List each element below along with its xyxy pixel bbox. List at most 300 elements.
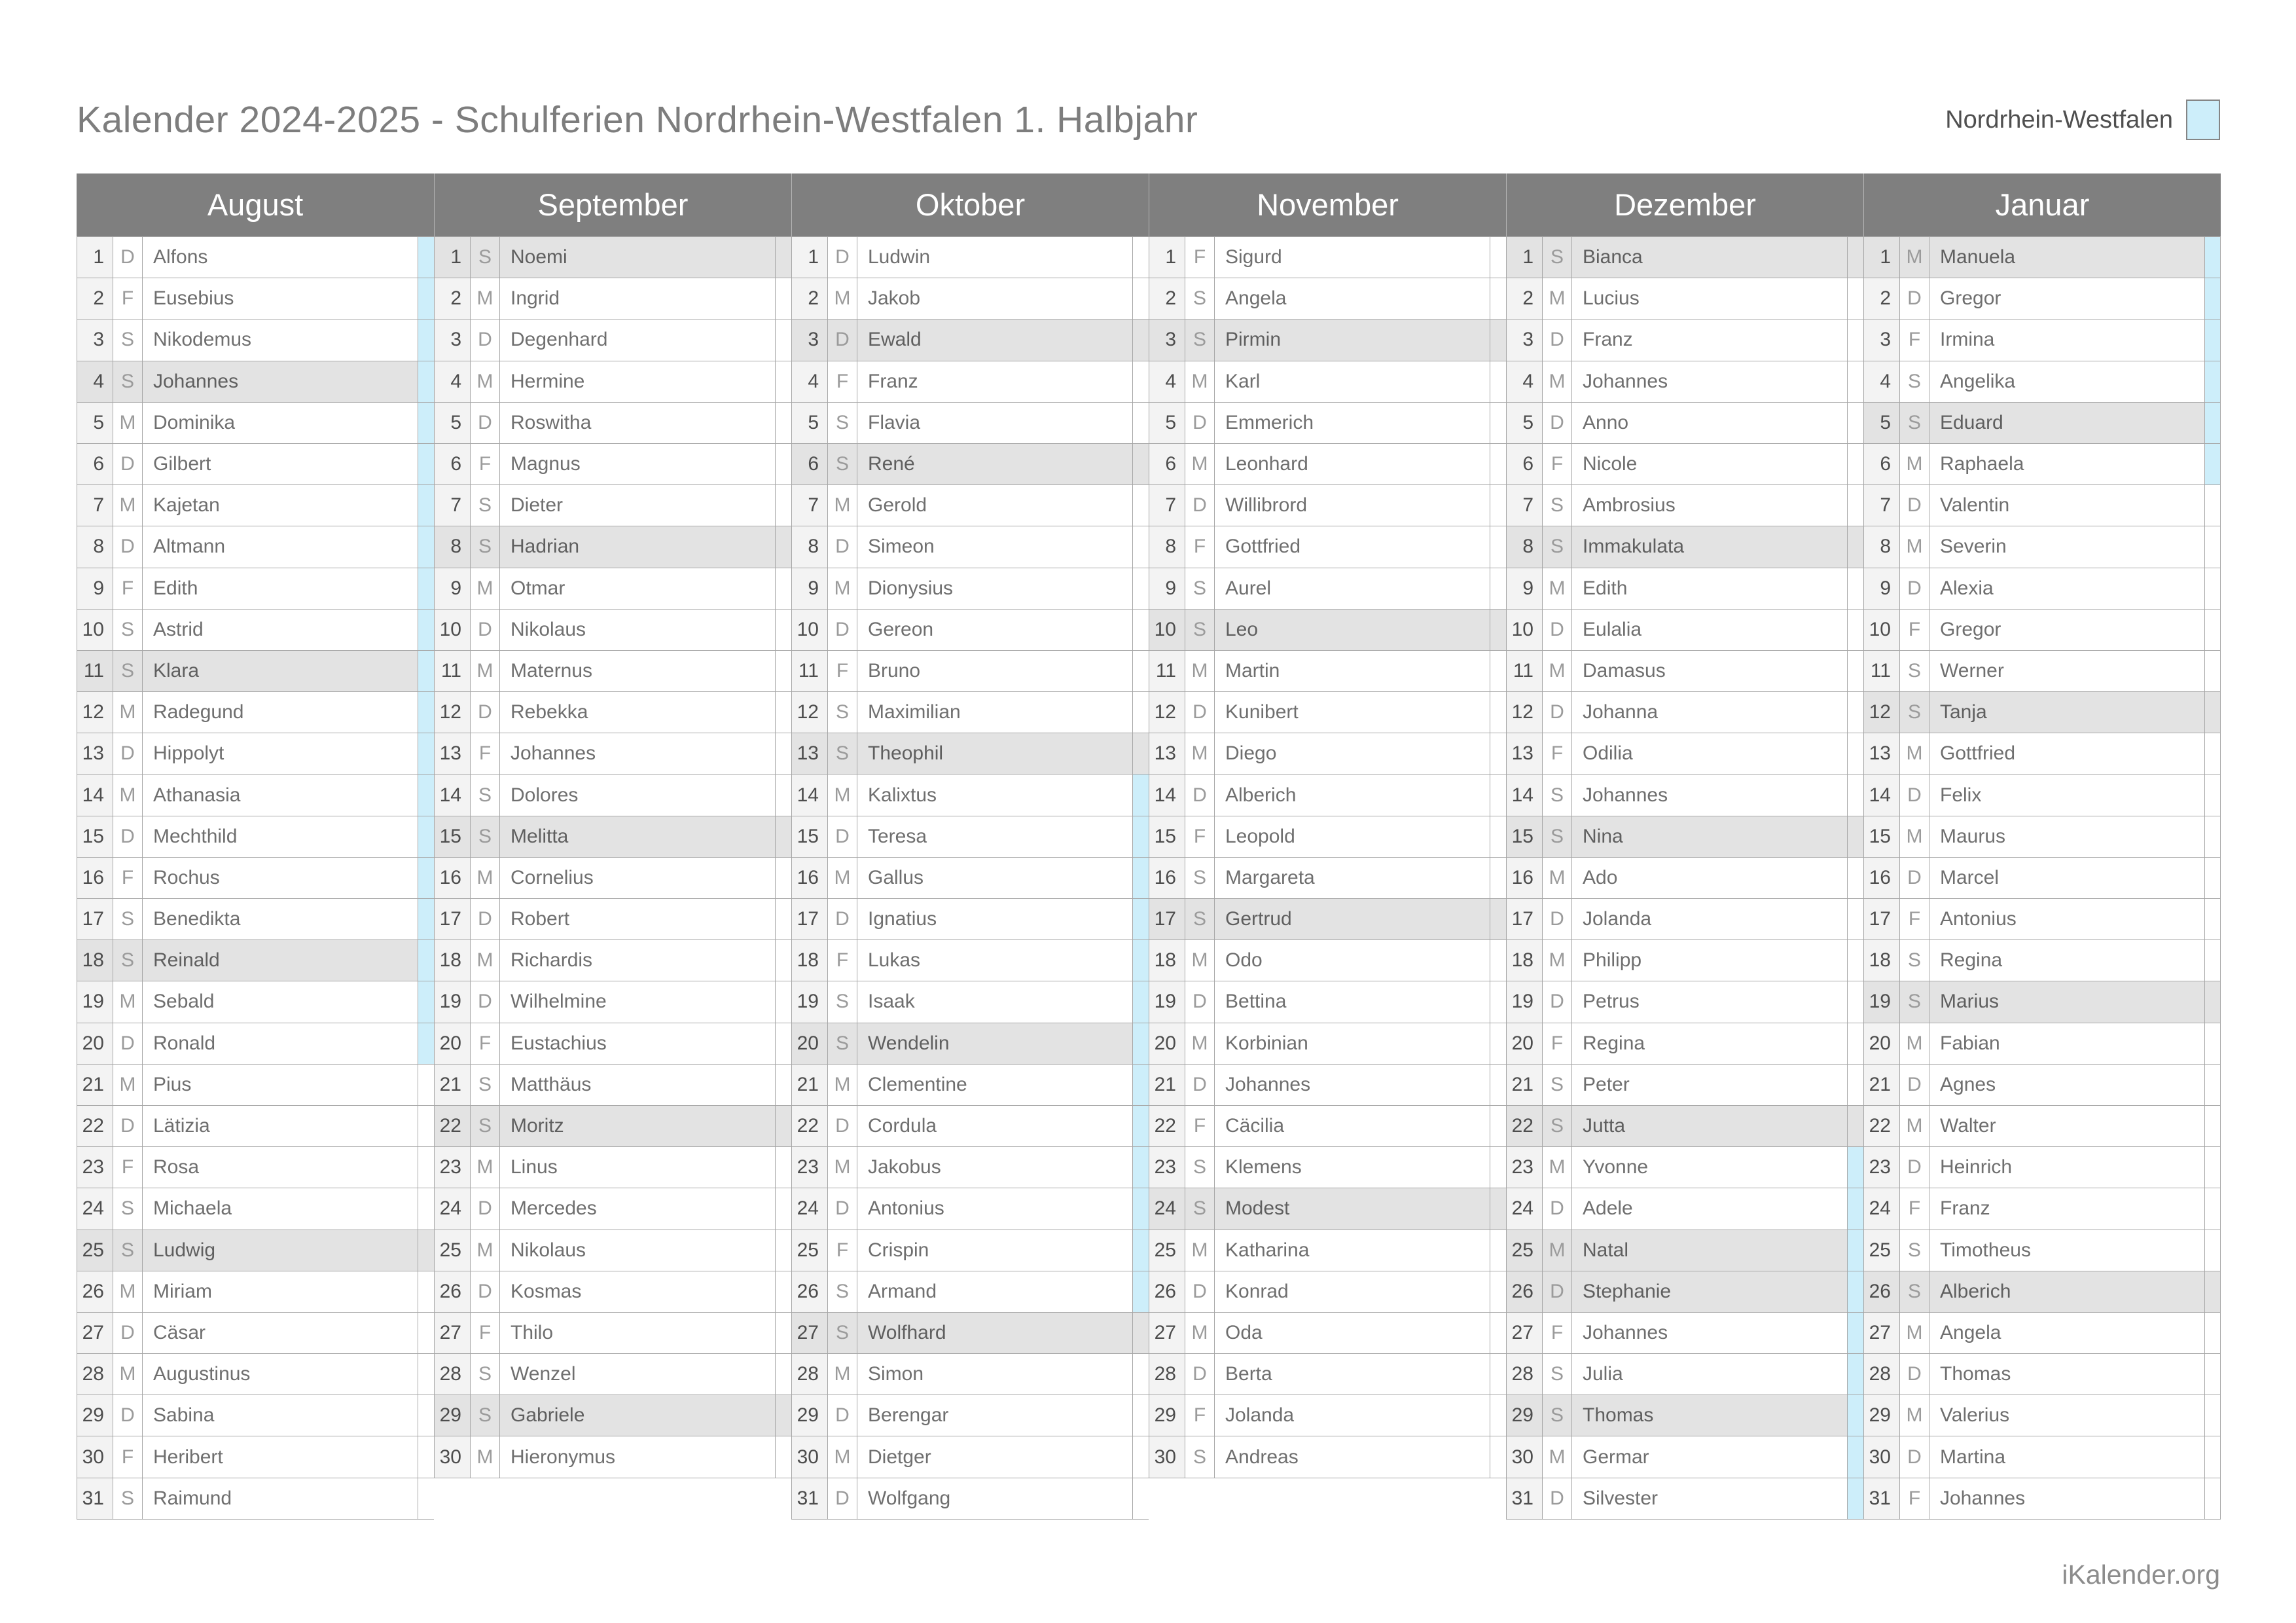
weekday-cell: M [1185, 1023, 1215, 1065]
day-number-cell: 30 [434, 1436, 471, 1478]
nameday-cell: Ewald [857, 319, 1133, 361]
school-holiday-stripe [1133, 237, 1149, 278]
nameday-cell: Bettina [1215, 981, 1490, 1023]
nameday-cell: Gregor [1929, 278, 2205, 319]
weekday-cell: S [1185, 1147, 1215, 1188]
weekday-cell: D [828, 319, 857, 361]
day-number-cell: 13 [1149, 733, 1185, 775]
day-number-cell: 8 [1149, 526, 1185, 568]
day-row [1149, 278, 1506, 319]
day-row [791, 981, 1149, 1023]
school-holiday-stripe [1133, 1065, 1149, 1106]
weekday-cell: S [471, 485, 500, 526]
day-number-cell: 28 [1149, 1354, 1185, 1395]
nameday-cell: Antonius [857, 1188, 1133, 1230]
nameday-cell: Felix [1929, 775, 2205, 816]
nameday-cell: Radegund [143, 692, 418, 733]
day-number-cell: 3 [1506, 319, 1543, 361]
nameday-cell: Bruno [857, 651, 1133, 692]
day-row [1863, 775, 2221, 816]
day-number-cell: 31 [1863, 1478, 1900, 1520]
day-number-cell: 29 [791, 1395, 828, 1436]
nameday-cell: René [857, 444, 1133, 485]
day-row [434, 278, 791, 319]
day-row [77, 692, 434, 733]
weekday-cell: M [1900, 444, 1929, 485]
day-row [1863, 733, 2221, 775]
weekday-cell: D [1185, 981, 1215, 1023]
day-number-cell: 1 [434, 237, 471, 278]
nameday-cell: Timotheus [1929, 1230, 2205, 1271]
day-row [1863, 403, 2221, 444]
school-holiday-stripe [1848, 733, 1863, 775]
day-row [1863, 1354, 2221, 1395]
day-row [434, 1271, 791, 1313]
weekday-cell: S [113, 610, 143, 651]
school-holiday-stripe [1848, 610, 1863, 651]
school-holiday-stripe [418, 361, 434, 403]
school-holiday-stripe [1490, 1023, 1506, 1065]
day-row [1863, 444, 2221, 485]
weekday-cell: S [471, 816, 500, 858]
school-holiday-stripe [1133, 444, 1149, 485]
nameday-cell: Willibrord [1215, 485, 1490, 526]
weekday-cell: S [113, 899, 143, 940]
weekday-cell: F [1185, 816, 1215, 858]
weekday-cell: S [1900, 981, 1929, 1023]
day-number-cell: 23 [1506, 1147, 1543, 1188]
day-row [1863, 816, 2221, 858]
day-row [791, 1065, 1149, 1106]
school-holiday-stripe [776, 1313, 791, 1354]
day-row [1863, 858, 2221, 899]
weekday-cell: S [828, 1023, 857, 1065]
weekday-cell: M [113, 981, 143, 1023]
weekday-cell: S [828, 981, 857, 1023]
day-number-cell: 30 [1149, 1436, 1185, 1478]
school-holiday-stripe [418, 858, 434, 899]
day-row [791, 1271, 1149, 1313]
weekday-cell: M [828, 858, 857, 899]
school-holiday-stripe [418, 485, 434, 526]
day-row [77, 319, 434, 361]
day-number-cell: 31 [77, 1478, 113, 1520]
day-row [77, 403, 434, 444]
weekday-cell: S [1185, 858, 1215, 899]
day-number-cell: 28 [77, 1354, 113, 1395]
school-holiday-stripe [776, 775, 791, 816]
day-row [1506, 899, 1863, 940]
day-number-cell: 4 [791, 361, 828, 403]
school-holiday-stripe [2205, 361, 2221, 403]
day-number-cell: 20 [434, 1023, 471, 1065]
weekday-cell: M [828, 1354, 857, 1395]
weekday-cell: S [113, 1478, 143, 1520]
nameday-cell: Jolanda [1572, 899, 1848, 940]
weekday-cell: S [1185, 1188, 1215, 1230]
school-holiday-stripe [776, 1271, 791, 1313]
nameday-cell: Benedikta [143, 899, 418, 940]
day-row [77, 610, 434, 651]
nameday-cell: Peter [1572, 1065, 1848, 1106]
day-number-cell: 14 [1149, 775, 1185, 816]
weekday-cell: S [1900, 651, 1929, 692]
day-number-cell: 14 [791, 775, 828, 816]
month-header: Januar [1863, 173, 2221, 236]
day-number-cell: 10 [1149, 610, 1185, 651]
weekday-cell: F [828, 651, 857, 692]
nameday-cell: Nikolaus [500, 1230, 776, 1271]
school-holiday-stripe [418, 899, 434, 940]
weekday-cell: S [471, 237, 500, 278]
day-number-cell: 19 [434, 981, 471, 1023]
weekday-cell: F [471, 444, 500, 485]
school-holiday-stripe [776, 1436, 791, 1478]
nameday-cell: Wolfhard [857, 1313, 1133, 1354]
school-holiday-stripe [1133, 1354, 1149, 1395]
school-holiday-stripe [1490, 940, 1506, 981]
day-row [77, 775, 434, 816]
day-row [1149, 444, 1506, 485]
day-number-cell: 25 [1506, 1230, 1543, 1271]
day-row [434, 1147, 791, 1188]
school-holiday-stripe [418, 1230, 434, 1271]
school-holiday-stripe [1133, 1395, 1149, 1436]
nameday-cell: Clementine [857, 1065, 1133, 1106]
school-holiday-stripe [1848, 319, 1863, 361]
weekday-cell: S [1185, 1436, 1215, 1478]
nameday-cell: Wilhelmine [500, 981, 776, 1023]
day-row [1506, 319, 1863, 361]
day-row [791, 1023, 1149, 1065]
weekday-cell: D [1900, 1436, 1929, 1478]
day-row [434, 319, 791, 361]
school-holiday-stripe [1133, 319, 1149, 361]
nameday-cell: Edith [143, 568, 418, 610]
day-row [791, 1313, 1149, 1354]
weekday-cell: M [1185, 1313, 1215, 1354]
nameday-cell: Leonhard [1215, 444, 1490, 485]
day-row [791, 692, 1149, 733]
month-header: September [434, 173, 791, 236]
school-holiday-stripe [1133, 1023, 1149, 1065]
weekday-cell: M [113, 1065, 143, 1106]
day-row [434, 1230, 791, 1271]
nameday-cell: Gereon [857, 610, 1133, 651]
nameday-cell: Petrus [1572, 981, 1848, 1023]
weekday-cell: D [1543, 899, 1572, 940]
nameday-cell: Armand [857, 1271, 1133, 1313]
day-row [77, 1271, 434, 1313]
school-holiday-stripe [776, 651, 791, 692]
day-row [1149, 610, 1506, 651]
weekday-cell: M [1543, 361, 1572, 403]
day-number-cell: 1 [791, 237, 828, 278]
day-number-cell: 20 [1506, 1023, 1543, 1065]
weekday-cell: D [1543, 981, 1572, 1023]
nameday-cell: Kosmas [500, 1271, 776, 1313]
weekday-cell: M [828, 775, 857, 816]
school-holiday-stripe [776, 1147, 791, 1188]
day-number-cell: 19 [791, 981, 828, 1023]
school-holiday-stripe [418, 568, 434, 610]
day-number-cell: 27 [1149, 1313, 1185, 1354]
school-holiday-stripe [418, 940, 434, 981]
footer-credit: iKalender.org [2062, 1559, 2220, 1590]
school-holiday-stripe [418, 319, 434, 361]
school-holiday-stripe [1848, 1147, 1863, 1188]
nameday-cell: Odo [1215, 940, 1490, 981]
weekday-cell: S [1900, 692, 1929, 733]
weekday-cell: F [1900, 899, 1929, 940]
school-holiday-stripe [776, 568, 791, 610]
day-row [791, 319, 1149, 361]
day-row [77, 1313, 434, 1354]
weekday-cell: S [113, 651, 143, 692]
school-holiday-stripe [1133, 1271, 1149, 1313]
nameday-cell: Leopold [1215, 816, 1490, 858]
school-holiday-stripe [1848, 858, 1863, 899]
month-column [791, 173, 1149, 1520]
weekday-cell: S [1900, 1271, 1929, 1313]
weekday-cell: D [828, 610, 857, 651]
nameday-cell: Modest [1215, 1188, 1490, 1230]
nameday-cell: Nicole [1572, 444, 1848, 485]
school-holiday-stripe [1133, 610, 1149, 651]
school-holiday-stripe [1848, 1065, 1863, 1106]
weekday-cell: S [1900, 1230, 1929, 1271]
weekday-cell: D [828, 1188, 857, 1230]
day-row [1149, 651, 1506, 692]
school-holiday-stripe [418, 1147, 434, 1188]
weekday-cell: M [113, 403, 143, 444]
day-row [791, 1395, 1149, 1436]
weekday-cell: F [828, 1230, 857, 1271]
weekday-cell: D [113, 526, 143, 568]
school-holiday-stripe [1490, 1147, 1506, 1188]
day-row [1506, 444, 1863, 485]
day-number-cell: 4 [1863, 361, 1900, 403]
day-number-cell: 24 [77, 1188, 113, 1230]
weekday-cell: D [1900, 1065, 1929, 1106]
day-number-cell: 26 [791, 1271, 828, 1313]
day-row [77, 816, 434, 858]
day-number-cell: 20 [77, 1023, 113, 1065]
day-row [434, 1188, 791, 1230]
day-number-cell: 20 [1863, 1023, 1900, 1065]
day-row [77, 568, 434, 610]
school-holiday-stripe [1133, 1188, 1149, 1230]
month-column [1506, 173, 1863, 1520]
day-row [1506, 1147, 1863, 1188]
school-holiday-stripe [776, 485, 791, 526]
weekday-cell: M [471, 361, 500, 403]
school-holiday-stripe [418, 1188, 434, 1230]
nameday-cell: Silvester [1572, 1478, 1848, 1520]
weekday-cell: D [113, 816, 143, 858]
nameday-cell: Noemi [500, 237, 776, 278]
nameday-cell: Pirmin [1215, 319, 1490, 361]
school-holiday-stripe [1490, 651, 1506, 692]
school-holiday-stripe [418, 981, 434, 1023]
day-row [77, 1230, 434, 1271]
day-row [791, 526, 1149, 568]
school-holiday-stripe [418, 1271, 434, 1313]
school-holiday-stripe [1490, 1271, 1506, 1313]
day-number-cell: 25 [434, 1230, 471, 1271]
weekday-cell: D [1900, 858, 1929, 899]
nameday-cell: Nikodemus [143, 319, 418, 361]
day-number-cell: 18 [1506, 940, 1543, 981]
school-holiday-stripe [1490, 899, 1506, 940]
calendar-table [77, 173, 2221, 1520]
day-number-cell: 11 [1506, 651, 1543, 692]
day-number-cell: 15 [1149, 816, 1185, 858]
weekday-cell: F [1185, 237, 1215, 278]
school-holiday-stripe [2205, 1106, 2221, 1147]
nameday-cell: Immakulata [1572, 526, 1848, 568]
weekday-cell: M [828, 278, 857, 319]
day-row [1863, 1065, 2221, 1106]
weekday-cell: D [1900, 775, 1929, 816]
day-number-cell: 11 [791, 651, 828, 692]
weekday-cell: M [828, 1147, 857, 1188]
day-row [1149, 1106, 1506, 1147]
school-holiday-stripe [1490, 816, 1506, 858]
nameday-cell: Leo [1215, 610, 1490, 651]
day-row [434, 816, 791, 858]
weekday-cell: M [113, 1271, 143, 1313]
weekday-cell: M [1185, 1230, 1215, 1271]
day-row [77, 361, 434, 403]
day-number-cell: 8 [791, 526, 828, 568]
school-holiday-stripe [1490, 1188, 1506, 1230]
day-row [791, 733, 1149, 775]
day-row [791, 1436, 1149, 1478]
day-row [434, 858, 791, 899]
day-row [1506, 1395, 1863, 1436]
school-holiday-stripe [1490, 361, 1506, 403]
school-holiday-stripe [1133, 1147, 1149, 1188]
day-number-cell: 27 [77, 1313, 113, 1354]
school-holiday-stripe [2205, 733, 2221, 775]
day-number-cell: 5 [1506, 403, 1543, 444]
day-number-cell: 16 [1149, 858, 1185, 899]
day-number-cell: 3 [434, 319, 471, 361]
nameday-cell: Konrad [1215, 1271, 1490, 1313]
day-row [434, 568, 791, 610]
day-number-cell: 23 [791, 1147, 828, 1188]
state-legend [1945, 100, 2220, 140]
nameday-cell: Valerius [1929, 1395, 2205, 1436]
day-number-cell: 18 [434, 940, 471, 981]
nameday-cell: Gallus [857, 858, 1133, 899]
school-holiday-stripe [1133, 526, 1149, 568]
day-number-cell: 2 [1506, 278, 1543, 319]
nameday-cell: Michaela [143, 1188, 418, 1230]
weekday-cell: M [1543, 1147, 1572, 1188]
nameday-cell: Simeon [857, 526, 1133, 568]
weekday-cell: D [113, 237, 143, 278]
day-number-cell: 9 [77, 568, 113, 610]
school-holiday-stripe [2205, 775, 2221, 816]
day-number-cell: 16 [434, 858, 471, 899]
weekday-cell: S [113, 319, 143, 361]
day-row [791, 1478, 1149, 1520]
day-number-cell: 5 [434, 403, 471, 444]
weekday-cell: M [471, 278, 500, 319]
day-number-cell: 6 [77, 444, 113, 485]
day-row [1863, 610, 2221, 651]
school-holiday-stripe [2205, 1188, 2221, 1230]
day-number-cell: 30 [791, 1436, 828, 1478]
nameday-cell: Franz [1572, 319, 1848, 361]
weekday-cell: D [113, 1313, 143, 1354]
nameday-cell: Oda [1215, 1313, 1490, 1354]
weekday-cell: M [1543, 1230, 1572, 1271]
day-row [434, 1354, 791, 1395]
weekday-cell: D [1185, 692, 1215, 733]
school-holiday-stripe [1848, 692, 1863, 733]
day-number-cell: 27 [1863, 1313, 1900, 1354]
school-holiday-stripe [776, 981, 791, 1023]
day-row [434, 444, 791, 485]
nameday-cell: Aurel [1215, 568, 1490, 610]
day-number-cell: 28 [791, 1354, 828, 1395]
weekday-cell: M [471, 1147, 500, 1188]
day-row [434, 1023, 791, 1065]
day-number-cell: 2 [434, 278, 471, 319]
day-number-cell: 1 [1149, 237, 1185, 278]
school-holiday-stripe [418, 1395, 434, 1436]
weekday-cell: M [113, 775, 143, 816]
weekday-cell: M [1185, 940, 1215, 981]
weekday-cell: S [113, 361, 143, 403]
day-row [77, 1188, 434, 1230]
weekday-cell: D [471, 1271, 500, 1313]
nameday-cell: Cäsar [143, 1313, 418, 1354]
nameday-cell: Flavia [857, 403, 1133, 444]
weekday-cell: M [1900, 237, 1929, 278]
school-holiday-stripe [2205, 1395, 2221, 1436]
day-number-cell: 27 [434, 1313, 471, 1354]
day-row [1149, 1065, 1506, 1106]
school-holiday-stripe [2205, 1065, 2221, 1106]
weekday-cell: D [1185, 403, 1215, 444]
nameday-cell: Johannes [500, 733, 776, 775]
day-row [434, 237, 791, 278]
weekday-cell: M [828, 1436, 857, 1478]
weekday-cell: D [471, 610, 500, 651]
nameday-cell: Simon [857, 1354, 1133, 1395]
day-row [1506, 1230, 1863, 1271]
day-number-cell: 24 [1149, 1188, 1185, 1230]
nameday-cell: Johannes [1215, 1065, 1490, 1106]
nameday-cell: Ignatius [857, 899, 1133, 940]
nameday-cell: Linus [500, 1147, 776, 1188]
day-row [1149, 1354, 1506, 1395]
day-row [1863, 526, 2221, 568]
weekday-cell: D [1543, 692, 1572, 733]
day-number-cell: 6 [434, 444, 471, 485]
nameday-cell: Isaak [857, 981, 1133, 1023]
school-holiday-stripe [1133, 485, 1149, 526]
day-number-cell: 1 [1506, 237, 1543, 278]
nameday-cell: Gottfried [1929, 733, 2205, 775]
school-holiday-stripe [776, 1230, 791, 1271]
day-number-cell: 4 [1149, 361, 1185, 403]
nameday-cell: Fabian [1929, 1023, 2205, 1065]
